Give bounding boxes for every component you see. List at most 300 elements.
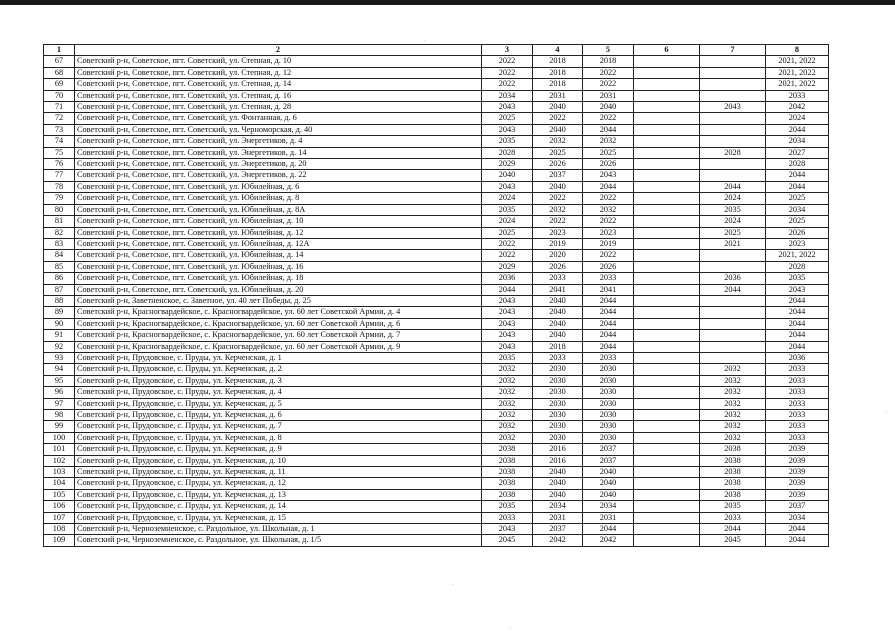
year-cell-4: 2030 — [533, 387, 583, 398]
year-cell-7 — [700, 79, 766, 90]
row-number-cell: 76 — [44, 159, 75, 170]
table-row — [44, 512, 829, 523]
row-number-cell: 77 — [44, 170, 75, 181]
years-cell-8: 2039 — [766, 478, 829, 489]
value-cell-6 — [634, 410, 700, 421]
year-cell-3: 2043 — [482, 524, 533, 535]
address-cell: Советский р-н, Прудовское, с. Пруды, ул. Керченская, д. 13 — [75, 489, 482, 500]
address-cell: Советский р-н, Прудовское, с. Пруды, ул. Керченская, д. 12 — [75, 478, 482, 489]
year-cell-5: 2019 — [583, 238, 634, 249]
year-cell-7: 2045 — [700, 535, 766, 546]
years-cell-8: 2034 — [766, 204, 829, 215]
year-cell-4: 2018 — [533, 56, 583, 67]
value-cell-6 — [634, 512, 700, 523]
years-cell-8: 2021, 2022 — [766, 79, 829, 90]
year-cell-7: 2035 — [700, 204, 766, 215]
year-cell-4: 2022 — [533, 216, 583, 227]
year-cell-7 — [700, 136, 766, 147]
row-number-cell: 82 — [44, 227, 75, 238]
value-cell-6 — [634, 467, 700, 478]
years-cell-8: 2044 — [766, 341, 829, 352]
row-number-cell: 87 — [44, 284, 75, 295]
year-cell-3: 2038 — [482, 444, 533, 455]
year-cell-4: 2033 — [533, 352, 583, 363]
value-cell-6 — [634, 216, 700, 227]
year-cell-7: 2035 — [700, 501, 766, 512]
table-row — [44, 67, 829, 78]
address-cell: Советский р-н, Советское, пгт. Советский, ул. Юбилейная, д. 14 — [75, 250, 482, 261]
year-cell-7 — [700, 113, 766, 124]
years-cell-8: 2033 — [766, 432, 829, 443]
address-cell: Советский р-н, Красногвардейское, с. Красногвардейское, ул. 60 лет Советской Армии, д. 9 — [75, 341, 482, 352]
year-cell-5: 2022 — [583, 67, 634, 78]
row-number-cell: 80 — [44, 204, 75, 215]
value-cell-6 — [634, 193, 700, 204]
year-cell-7: 2032 — [700, 421, 766, 432]
year-cell-5: 2025 — [583, 147, 634, 158]
address-cell: Советский р-н, Советское, пгт. Советский, ул. Энергетиков, д. 20 — [75, 159, 482, 170]
address-cell: Советский р-н, Советское, пгт. Советский, ул. Юбилейная, д. 12 — [75, 227, 482, 238]
year-cell-7 — [700, 124, 766, 135]
value-cell-6 — [634, 159, 700, 170]
scan-top-edge — [0, 0, 895, 5]
value-cell-6 — [634, 444, 700, 455]
year-cell-3: 2038 — [482, 455, 533, 466]
year-cell-7: 2038 — [700, 489, 766, 500]
year-cell-3: 2040 — [482, 170, 533, 181]
address-cell: Советский р-н, Советское, пгт. Советский, ул. Энергетиков, д. 4 — [75, 136, 482, 147]
value-cell-6 — [634, 136, 700, 147]
year-cell-7: 2024 — [700, 193, 766, 204]
table-row — [44, 489, 829, 500]
years-cell-8: 2037 — [766, 501, 829, 512]
table-row — [44, 238, 829, 249]
value-cell-6 — [634, 295, 700, 306]
year-cell-7 — [700, 90, 766, 101]
row-number-cell: 101 — [44, 444, 75, 455]
row-number-cell: 89 — [44, 307, 75, 318]
row-number-cell: 91 — [44, 330, 75, 341]
year-cell-3: 2024 — [482, 216, 533, 227]
value-cell-6 — [634, 181, 700, 192]
year-cell-7: 2044 — [700, 524, 766, 535]
row-number-cell: 109 — [44, 535, 75, 546]
year-cell-4: 2023 — [533, 227, 583, 238]
years-cell-8: 2044 — [766, 295, 829, 306]
year-cell-4: 2030 — [533, 398, 583, 409]
year-cell-5: 2030 — [583, 387, 634, 398]
row-number-cell: 67 — [44, 56, 75, 67]
years-cell-8: 2039 — [766, 467, 829, 478]
year-cell-4: 2040 — [533, 307, 583, 318]
year-cell-3: 2038 — [482, 489, 533, 500]
years-cell-8: 2033 — [766, 410, 829, 421]
row-number-cell: 83 — [44, 238, 75, 249]
year-cell-3: 2043 — [482, 102, 533, 113]
year-cell-5: 2044 — [583, 124, 634, 135]
years-cell-8: 2033 — [766, 421, 829, 432]
table-row — [44, 193, 829, 204]
value-cell-6 — [634, 455, 700, 466]
years-cell-8: 2036 — [766, 352, 829, 363]
table-row — [44, 79, 829, 90]
header-cell: 2 — [75, 45, 482, 56]
year-cell-7 — [700, 159, 766, 170]
row-number-cell: 68 — [44, 67, 75, 78]
year-cell-3: 2035 — [482, 501, 533, 512]
table-row — [44, 455, 829, 466]
year-cell-3: 2032 — [482, 364, 533, 375]
year-cell-3: 2043 — [482, 341, 533, 352]
year-cell-7: 2032 — [700, 364, 766, 375]
years-cell-8: 2044 — [766, 330, 829, 341]
row-number-cell: 106 — [44, 501, 75, 512]
year-cell-3: 2043 — [482, 295, 533, 306]
year-cell-5: 2043 — [583, 170, 634, 181]
year-cell-4: 2026 — [533, 159, 583, 170]
year-cell-5: 2026 — [583, 159, 634, 170]
row-number-cell: 86 — [44, 273, 75, 284]
value-cell-6 — [634, 398, 700, 409]
year-cell-7 — [700, 261, 766, 272]
address-cell: Советский р-н, Советское, пгт. Советский, ул. Черноморская, д. 40 — [75, 124, 482, 135]
header-row — [44, 45, 829, 56]
value-cell-6 — [634, 90, 700, 101]
address-cell: Советский р-н, Прудовское, с. Пруды, ул. Керченская, д. 14 — [75, 501, 482, 512]
value-cell-6 — [634, 341, 700, 352]
year-cell-5: 2032 — [583, 136, 634, 147]
table-row — [44, 364, 829, 375]
year-cell-7 — [700, 307, 766, 318]
years-cell-8: 2027 — [766, 147, 829, 158]
value-cell-6 — [634, 227, 700, 238]
value-cell-6 — [634, 261, 700, 272]
table-row — [44, 398, 829, 409]
header-cell: 8 — [766, 45, 829, 56]
year-cell-5: 2044 — [583, 181, 634, 192]
year-cell-4: 2042 — [533, 535, 583, 546]
year-cell-4: 2018 — [533, 341, 583, 352]
row-number-cell: 84 — [44, 250, 75, 261]
table-row — [44, 387, 829, 398]
year-cell-5: 2044 — [583, 330, 634, 341]
year-cell-5: 2042 — [583, 535, 634, 546]
year-cell-3: 2044 — [482, 284, 533, 295]
years-cell-8: 2044 — [766, 307, 829, 318]
row-number-cell: 104 — [44, 478, 75, 489]
value-cell-6 — [634, 421, 700, 432]
value-cell-6 — [634, 102, 700, 113]
value-cell-6 — [634, 489, 700, 500]
year-cell-5: 2030 — [583, 410, 634, 421]
year-cell-7 — [700, 352, 766, 363]
year-cell-7 — [700, 330, 766, 341]
year-cell-5: 2026 — [583, 261, 634, 272]
row-number-cell: 74 — [44, 136, 75, 147]
year-cell-5: 2037 — [583, 444, 634, 455]
year-cell-7: 2044 — [700, 284, 766, 295]
year-cell-4: 2020 — [533, 250, 583, 261]
header-cell: 3 — [482, 45, 533, 56]
year-cell-5: 2034 — [583, 501, 634, 512]
year-cell-3: 2043 — [482, 330, 533, 341]
register-table — [43, 44, 829, 547]
year-cell-5: 2044 — [583, 295, 634, 306]
value-cell-6 — [634, 250, 700, 261]
address-cell: Советский р-н, Красногвардейское, с. Красногвардейское, ул. 60 лет Советской Армии, д. 7 — [75, 330, 482, 341]
year-cell-3: 2032 — [482, 375, 533, 386]
years-cell-8: 2033 — [766, 364, 829, 375]
row-number-cell: 70 — [44, 90, 75, 101]
year-cell-5: 2044 — [583, 318, 634, 329]
year-cell-5: 2033 — [583, 273, 634, 284]
table-row — [44, 216, 829, 227]
year-cell-5: 2040 — [583, 478, 634, 489]
year-cell-4: 2033 — [533, 273, 583, 284]
value-cell-6 — [634, 318, 700, 329]
header-cell: 5 — [583, 45, 634, 56]
year-cell-4: 2040 — [533, 478, 583, 489]
year-cell-7 — [700, 250, 766, 261]
years-cell-8: 2033 — [766, 387, 829, 398]
year-cell-7: 2032 — [700, 398, 766, 409]
address-cell: Советский р-н, Прудовское, с. Пруды, ул. Керченская, д. 15 — [75, 512, 482, 523]
year-cell-4: 2030 — [533, 421, 583, 432]
address-cell: Советский р-н, Прудовское, с. Пруды, ул. Керченская, д. 5 — [75, 398, 482, 409]
year-cell-5: 2030 — [583, 364, 634, 375]
year-cell-7: 2028 — [700, 147, 766, 158]
table-row — [44, 535, 829, 546]
table-row — [44, 250, 829, 261]
year-cell-7 — [700, 341, 766, 352]
header-cell: 7 — [700, 45, 766, 56]
year-cell-7: 2043 — [700, 102, 766, 113]
row-number-cell: 98 — [44, 410, 75, 421]
table-row — [44, 467, 829, 478]
year-cell-4: 2022 — [533, 193, 583, 204]
year-cell-7: 2038 — [700, 444, 766, 455]
year-cell-5: 2044 — [583, 307, 634, 318]
year-cell-4: 2037 — [533, 524, 583, 535]
table-row — [44, 478, 829, 489]
header-cell: 1 — [44, 45, 75, 56]
address-cell: Советский р-н, Черноземненское, с. Раздольное, ул. Школьная, д. 1/5 — [75, 535, 482, 546]
year-cell-7: 2036 — [700, 273, 766, 284]
scan-speck: · — [885, 410, 887, 416]
table-row — [44, 261, 829, 272]
address-cell: Советский р-н, Советское, пгт. Советский, ул. Степная, д. 14 — [75, 79, 482, 90]
year-cell-4: 2040 — [533, 181, 583, 192]
year-cell-3: 2025 — [482, 113, 533, 124]
value-cell-6 — [634, 273, 700, 284]
years-cell-8: 2026 — [766, 227, 829, 238]
value-cell-6 — [634, 387, 700, 398]
year-cell-7: 2025 — [700, 227, 766, 238]
value-cell-6 — [634, 364, 700, 375]
year-cell-3: 2043 — [482, 124, 533, 135]
year-cell-3: 2035 — [482, 352, 533, 363]
years-cell-8: 2034 — [766, 136, 829, 147]
year-cell-7: 2024 — [700, 216, 766, 227]
table-row — [44, 307, 829, 318]
year-cell-4: 2016 — [533, 444, 583, 455]
years-cell-8: 2021, 2022 — [766, 67, 829, 78]
year-cell-3: 2029 — [482, 159, 533, 170]
table-row — [44, 524, 829, 535]
table-row — [44, 159, 829, 170]
table-row — [44, 204, 829, 215]
address-cell: Советский р-н, Советское, пгт. Советский, ул. Юбилейная, д. 10 — [75, 216, 482, 227]
year-cell-5: 2040 — [583, 467, 634, 478]
row-number-cell: 97 — [44, 398, 75, 409]
year-cell-5: 2040 — [583, 102, 634, 113]
year-cell-7: 2021 — [700, 238, 766, 249]
table-row — [44, 295, 829, 306]
row-number-cell: 88 — [44, 295, 75, 306]
years-cell-8: 2025 — [766, 216, 829, 227]
year-cell-7 — [700, 318, 766, 329]
year-cell-4: 2019 — [533, 238, 583, 249]
year-cell-4: 2031 — [533, 512, 583, 523]
years-cell-8: 2028 — [766, 159, 829, 170]
scan-speck: · — [452, 582, 454, 588]
address-cell: Советский р-н, Прудовское, с. Пруды, ул. Керченская, д. 9 — [75, 444, 482, 455]
year-cell-4: 2040 — [533, 489, 583, 500]
address-cell: Советский р-н, Прудовское, с. Пруды, ул. Керченская, д. 10 — [75, 455, 482, 466]
year-cell-5: 2044 — [583, 524, 634, 535]
table-row — [44, 273, 829, 284]
value-cell-6 — [634, 284, 700, 295]
value-cell-6 — [634, 330, 700, 341]
year-cell-4: 2030 — [533, 375, 583, 386]
value-cell-6 — [634, 478, 700, 489]
table-row — [44, 227, 829, 238]
year-cell-3: 2022 — [482, 238, 533, 249]
address-cell: Советский р-н, Советское, пгт. Советский, ул. Юбилейная, д. 8А — [75, 204, 482, 215]
year-cell-5: 2031 — [583, 90, 634, 101]
row-number-cell: 71 — [44, 102, 75, 113]
year-cell-4: 2025 — [533, 147, 583, 158]
year-cell-3: 2035 — [482, 204, 533, 215]
years-cell-8: 2033 — [766, 375, 829, 386]
year-cell-3: 2033 — [482, 512, 533, 523]
address-cell: Советский р-н, Советское, пгт. Советский, ул. Юбилейная, д. 20 — [75, 284, 482, 295]
value-cell-6 — [634, 113, 700, 124]
value-cell-6 — [634, 535, 700, 546]
year-cell-7: 2032 — [700, 387, 766, 398]
row-number-cell: 72 — [44, 113, 75, 124]
address-cell: Советский р-н, Прудовское, с. Пруды, ул. Керченская, д. 4 — [75, 387, 482, 398]
years-cell-8: 2021, 2022 — [766, 250, 829, 261]
row-number-cell: 94 — [44, 364, 75, 375]
year-cell-3: 2035 — [482, 136, 533, 147]
year-cell-5: 2040 — [583, 489, 634, 500]
address-cell: Советский р-н, Советское, пгт. Советский, ул. Юбилейная, д. 12А — [75, 238, 482, 249]
year-cell-3: 2032 — [482, 432, 533, 443]
row-number-cell: 69 — [44, 79, 75, 90]
table-row — [44, 136, 829, 147]
row-number-cell: 96 — [44, 387, 75, 398]
year-cell-4: 2030 — [533, 364, 583, 375]
header-cell: 6 — [634, 45, 700, 56]
value-cell-6 — [634, 501, 700, 512]
address-cell: Советский р-н, Прудовское, с. Пруды, ул. Керченская, д. 3 — [75, 375, 482, 386]
table-row — [44, 444, 829, 455]
year-cell-3: 2043 — [482, 318, 533, 329]
years-cell-8: 2044 — [766, 170, 829, 181]
year-cell-3: 2032 — [482, 398, 533, 409]
value-cell-6 — [634, 432, 700, 443]
table-row — [44, 56, 829, 67]
year-cell-3: 2022 — [482, 67, 533, 78]
address-cell: Советский р-н, Советское, пгт. Советский, ул. Степная, д. 12 — [75, 67, 482, 78]
row-number-cell: 75 — [44, 147, 75, 158]
year-cell-3: 2032 — [482, 421, 533, 432]
year-cell-3: 2022 — [482, 79, 533, 90]
year-cell-5: 2033 — [583, 352, 634, 363]
table-row — [44, 318, 829, 329]
row-number-cell: 93 — [44, 352, 75, 363]
year-cell-4: 2034 — [533, 501, 583, 512]
row-number-cell: 108 — [44, 524, 75, 535]
year-cell-5: 2030 — [583, 432, 634, 443]
year-cell-4: 2018 — [533, 67, 583, 78]
value-cell-6 — [634, 352, 700, 363]
years-cell-8: 2039 — [766, 444, 829, 455]
year-cell-7: 2033 — [700, 512, 766, 523]
years-cell-8: 2033 — [766, 90, 829, 101]
year-cell-4: 2030 — [533, 432, 583, 443]
address-cell: Советский р-н, Черноземненское, с. Раздольное, ул. Школьная, д. 1 — [75, 524, 482, 535]
year-cell-5: 2022 — [583, 250, 634, 261]
year-cell-7: 2032 — [700, 375, 766, 386]
year-cell-5: 2022 — [583, 113, 634, 124]
address-cell: Советский р-н, Советское, пгт. Советский, ул. Степная, д. 28 — [75, 102, 482, 113]
address-cell: Советский р-н, Прудовское, с. Пруды, ул. Керченская, д. 6 — [75, 410, 482, 421]
scan-speck: · — [424, 38, 426, 44]
table-row — [44, 284, 829, 295]
year-cell-5: 2022 — [583, 193, 634, 204]
years-cell-8: 2025 — [766, 193, 829, 204]
value-cell-6 — [634, 375, 700, 386]
year-cell-7: 2038 — [700, 478, 766, 489]
table-row — [44, 421, 829, 432]
year-cell-4: 2018 — [533, 79, 583, 90]
year-cell-4: 2026 — [533, 261, 583, 272]
year-cell-7 — [700, 56, 766, 67]
year-cell-4: 2040 — [533, 295, 583, 306]
row-number-cell: 107 — [44, 512, 75, 523]
year-cell-4: 2037 — [533, 170, 583, 181]
year-cell-5: 2022 — [583, 79, 634, 90]
table-row — [44, 113, 829, 124]
year-cell-5: 2030 — [583, 398, 634, 409]
year-cell-4: 2040 — [533, 467, 583, 478]
year-cell-4: 2031 — [533, 90, 583, 101]
year-cell-3: 2034 — [482, 90, 533, 101]
address-cell: Советский р-н, Заветненское, с. Заветное, ул. 40 лет Победы, д. 25 — [75, 295, 482, 306]
year-cell-4: 2022 — [533, 113, 583, 124]
year-cell-4: 2041 — [533, 284, 583, 295]
value-cell-6 — [634, 524, 700, 535]
year-cell-4: 2040 — [533, 318, 583, 329]
years-cell-8: 2039 — [766, 455, 829, 466]
table-row — [44, 352, 829, 363]
address-cell: Советский р-н, Прудовское, с. Пруды, ул. Керченская, д. 11 — [75, 467, 482, 478]
year-cell-7: 2032 — [700, 432, 766, 443]
table-row — [44, 181, 829, 192]
year-cell-3: 2036 — [482, 273, 533, 284]
